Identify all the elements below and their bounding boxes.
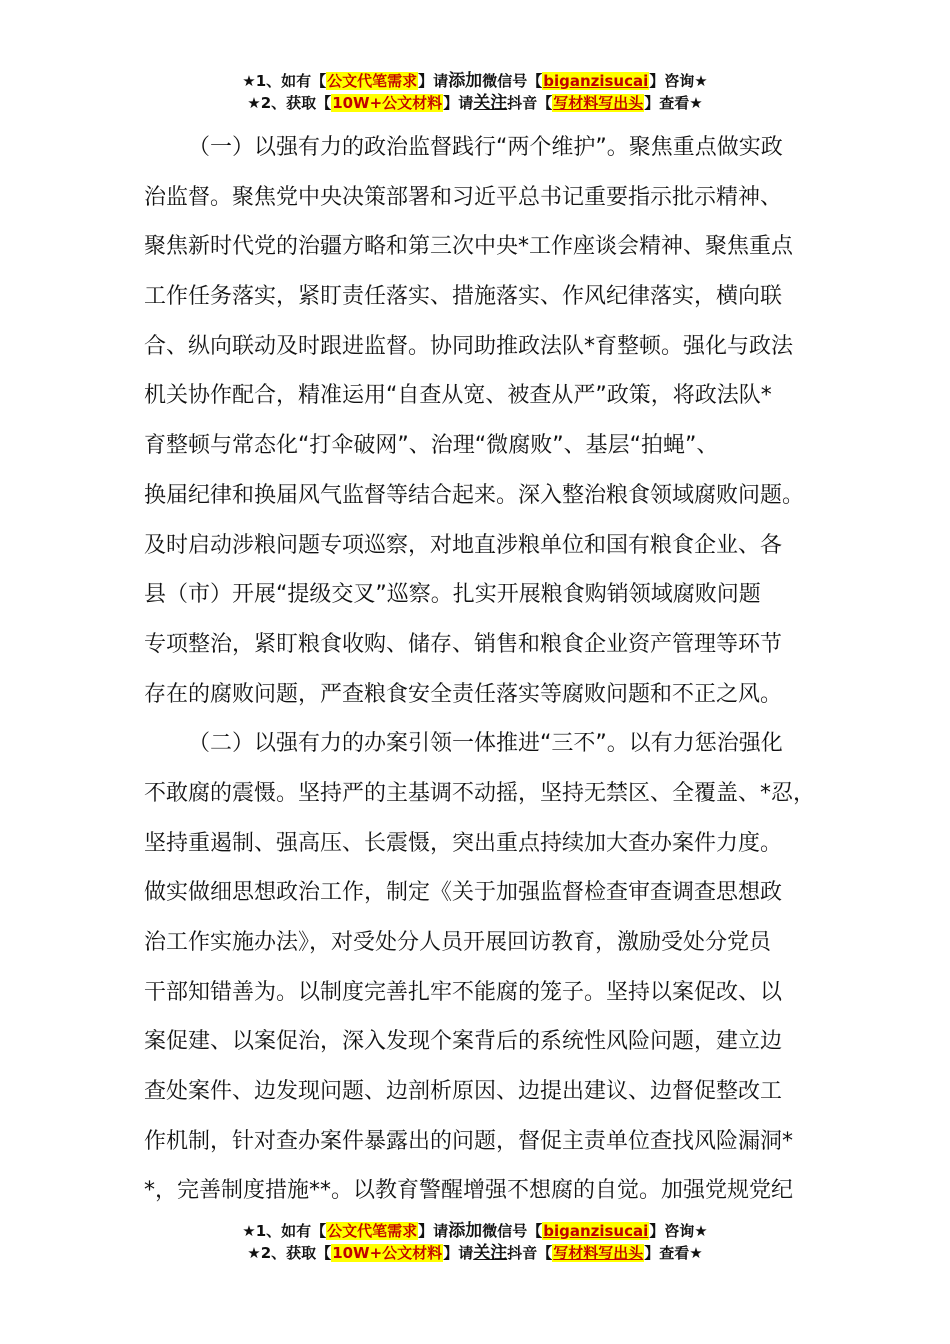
promo-wechat-id[interactable]: biganzisucai bbox=[543, 1222, 649, 1240]
text-line: 机关协作配合，精准运用“自查从宽、被查从严”政策，将政法队* bbox=[144, 383, 772, 409]
text-line: 县（市）开展“提级交叉”巡察。扎实开展粮食购销领域腐败问题 bbox=[144, 582, 761, 608]
promo-highlight-materials: 10W+公文材料 bbox=[332, 94, 443, 112]
text-line: 治工作实施办法》，对受处分人员开展回访教育，激励受处分党员 bbox=[144, 930, 772, 955]
text-line: 坚持重遏制、强高压、长震慑，突出重点持续加大查办案件力度。 bbox=[144, 830, 783, 856]
promo-wechat-id[interactable]: biganzisucai bbox=[543, 72, 649, 90]
text-line: 工作任务落实，紧盯责任落实、措施落实、作风纪律落实，横向联 bbox=[144, 284, 783, 310]
text-line: 换届纪律和换届风气监督等结合起来。深入整治粮食领域腐败问题。 bbox=[144, 482, 805, 508]
text-line: 治监督。聚焦党中央决策部署和习近平总书记重要指示批示精神、 bbox=[144, 184, 783, 210]
text-line: （一）以强有力的政治监督践行“两个维护”。聚焦重点做实政 bbox=[188, 135, 783, 160]
text-line: 不敢腐的震慑。坚持严的主基调不动摇，坚持无禁区、全覆盖、*忍， bbox=[144, 780, 816, 806]
promo-highlight-service: 公文代笔需求 bbox=[327, 1222, 418, 1240]
promo-douyin-account[interactable]: 写材料写出头 bbox=[553, 1244, 644, 1262]
text-line: 专项整治，紧盯粮食收购、储存、销售和粮食企业资产管理等环节 bbox=[144, 631, 783, 657]
promo-douyin-account[interactable]: 写材料写出头 bbox=[553, 94, 644, 112]
text-line: 及时启动涉粮问题专项巡察，对地直涉粮单位和国有粮食企业、各 bbox=[144, 532, 783, 558]
text-line: 合、纵向联动及时跟进监督。协同助推政法队*育整顿。强化与政法 bbox=[144, 333, 794, 359]
promo-line-2: ★2、获取【10W+公文材料】请关注抖音【写材料写出头】查看★ bbox=[247, 93, 703, 113]
promo-line-1: ★1、如有【公文代笔需求】请添加微信号【biganzisucai】咨询★ bbox=[242, 71, 708, 91]
header-promo-banner bbox=[0, 70, 950, 114]
text-line: 案促建、以案促治，深入发现个案背后的系统性风险问题，建立边 bbox=[144, 1029, 783, 1055]
text-line: 查处案件、边发现问题、边剖析原因、边提出建议、边督促整改工 bbox=[144, 1079, 783, 1105]
promo-highlight-service: 公文代笔需求 bbox=[327, 72, 418, 90]
text-line: 作机制，针对查办案件暴露出的问题，督促主责单位查找风险漏洞* bbox=[144, 1128, 794, 1154]
text-line: *，完善制度措施**。以教育警醒增强不想腐的自觉。加强党规党纪 bbox=[144, 1178, 794, 1204]
text-line: 聚焦新时代党的治疆方略和第三次中央*工作座谈会精神、聚焦重点 bbox=[144, 234, 794, 260]
promo-line-2: ★2、获取【10W+公文材料】请关注抖音【写材料写出头】查看★ bbox=[247, 1243, 703, 1263]
text-line: 育整顿与常态化“打伞破网”、治理“微腐败”、基层“拍蝇”、 bbox=[144, 433, 719, 459]
text-line: 存在的腐败问题，严查粮食安全责任落实等腐败问题和不正之风。 bbox=[144, 681, 783, 707]
document-body bbox=[144, 123, 824, 1216]
text-line: 干部知错善为。以制度完善扎牢不能腐的笼子。坚持以案促改、以 bbox=[144, 979, 783, 1005]
footer-promo-banner bbox=[0, 1220, 950, 1264]
promo-line-1: ★1、如有【公文代笔需求】请添加微信号【biganzisucai】咨询★ bbox=[242, 1221, 708, 1241]
text-line: 做实做细思想政治工作，制定《关于加强监督检查审查调查思想政 bbox=[144, 880, 783, 906]
promo-highlight-materials: 10W+公文材料 bbox=[332, 1244, 443, 1262]
text-line: （二）以强有力的办案引领一体推进“三不”。以有力惩治强化 bbox=[188, 731, 783, 757]
